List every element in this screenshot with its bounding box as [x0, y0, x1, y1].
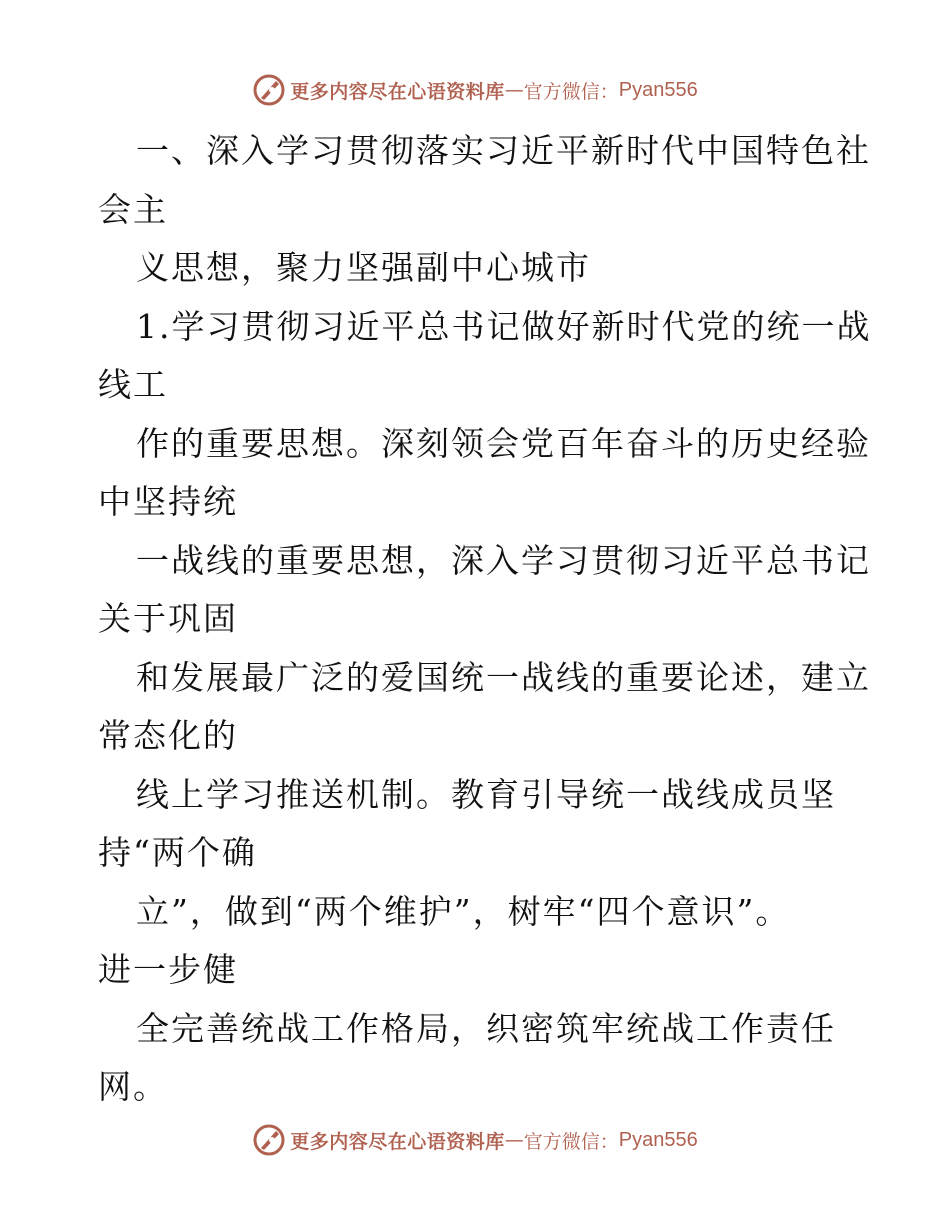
banner-wechat-label: 官方微信： — [523, 80, 619, 103]
body-text-line: 中坚持统 — [98, 482, 238, 521]
pen-logo-icon — [252, 1123, 286, 1157]
banner-slogan: 更多内容尽在心语资料库 — [290, 1130, 505, 1153]
body-text-line: 进一步健 — [98, 950, 238, 989]
pen-logo-icon — [252, 73, 286, 107]
body-text-line: 立”，做到“两个维护”，树牢“四个意识”。 — [136, 891, 791, 931]
body-text-line: 持“两个确 — [98, 833, 257, 872]
banner-slogan: 更多内容尽在心语资料库 — [290, 80, 505, 103]
body-text-line: 常态化的 — [98, 716, 238, 755]
body-text-line: 一、深入学习贯彻落实习近平新时代中国特色社 — [136, 131, 871, 170]
body-text-line: 线上学习推送机制。教育引导统一战线成员坚 — [136, 774, 836, 814]
document-body — [98, 122, 872, 1117]
body-text-line: 和发展最广泛的爱国统一战线的重要论述，建立 — [136, 657, 871, 697]
banner-wechat-id: Pyan556 — [618, 78, 698, 101]
body-text-line: 网。 — [98, 1067, 168, 1106]
body-text-line: 1.学习贯彻习近平总书记做好新时代党的统一战 — [136, 306, 872, 346]
banner-separator: — — [504, 79, 524, 101]
footer-banner — [0, 1120, 950, 1160]
body-text-line: 关于巩固 — [98, 599, 238, 638]
body-text-line: 一战线的重要思想，深入学习贯彻习近平总书记 — [136, 540, 871, 580]
banner-wechat-id: Pyan556 — [618, 1128, 698, 1151]
body-text-line: 作的重要思想。深刻领会党百年奋斗的历史经验 — [136, 423, 871, 463]
header-banner — [0, 70, 950, 110]
body-text-line: 线工 — [98, 365, 168, 404]
body-text-line: 义思想，聚力坚强副中心城市 — [136, 248, 591, 287]
body-text-line: 会主 — [98, 189, 168, 229]
banner-separator: — — [504, 1129, 524, 1151]
body-text-line: 全完善统战工作格局，织密筑牢统战工作责任 — [136, 1008, 836, 1048]
banner-wechat-label: 官方微信： — [523, 1130, 619, 1153]
